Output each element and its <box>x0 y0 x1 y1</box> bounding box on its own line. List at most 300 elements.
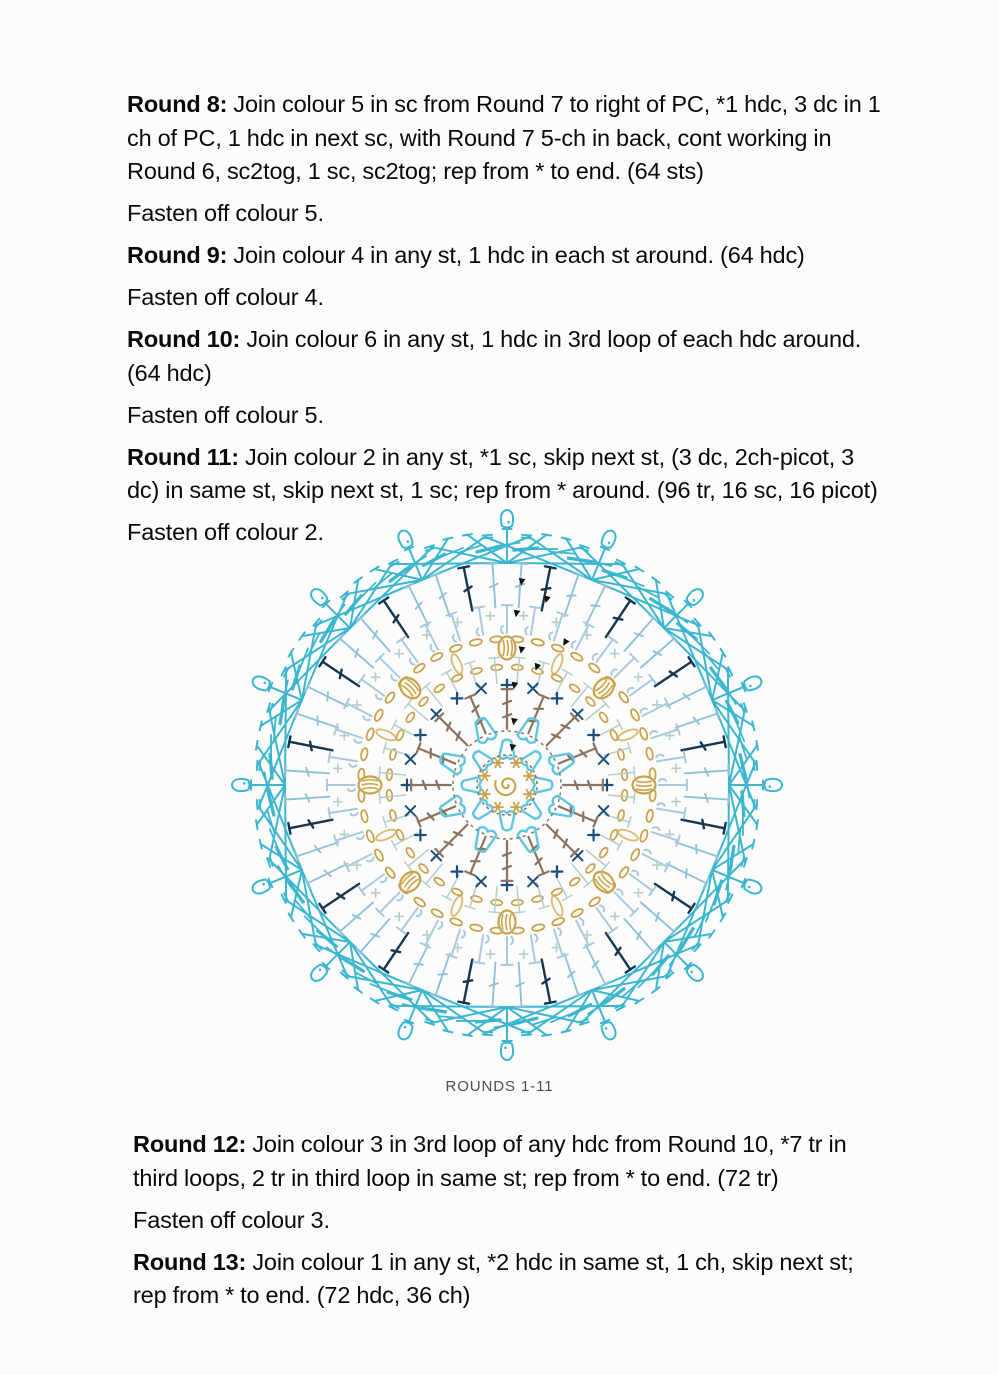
round-4-brown-spokes <box>411 689 603 881</box>
puff-loop <box>470 748 494 772</box>
fan-leg-cap <box>260 840 262 849</box>
instruction-paragraph-5 <box>127 399 882 433</box>
chain-oval <box>373 708 384 722</box>
hdc-curl <box>354 740 361 744</box>
chain-oval <box>395 829 405 842</box>
stitch-cap <box>516 1006 527 1007</box>
popcorn <box>590 868 618 896</box>
star-sym <box>493 758 503 767</box>
fan-leg-cap <box>756 761 757 770</box>
chain-oval <box>609 729 619 742</box>
stitch-cap <box>545 1002 556 1004</box>
fan-leg-cap <box>542 1034 551 1035</box>
sc-x <box>599 754 609 764</box>
stitch-bar <box>591 605 600 606</box>
hdc-curl <box>617 888 624 895</box>
hdc-curl <box>350 813 357 816</box>
hdc-curl <box>600 904 606 911</box>
instruction-paragraph-1 <box>133 1204 885 1238</box>
stitch-cap <box>379 767 380 778</box>
stitch-bar <box>503 714 511 717</box>
round-label: Round 11: <box>127 443 239 470</box>
stitch-stem <box>336 729 363 738</box>
stitch-cap <box>649 886 655 895</box>
hdc-curl <box>390 675 397 682</box>
stitch-cap <box>728 765 729 776</box>
chain-oval <box>491 899 503 906</box>
chain-oval <box>405 711 416 723</box>
hdc-curl <box>363 716 370 721</box>
chain-oval <box>549 895 564 917</box>
stitch-cap <box>617 720 622 730</box>
stitch-stem <box>528 837 543 874</box>
hdc-curl <box>438 922 443 929</box>
picot-path <box>396 529 414 550</box>
stitch-cap <box>487 1006 498 1007</box>
stitch-stem <box>479 935 483 963</box>
picot-loop <box>251 674 272 692</box>
chain-oval <box>617 727 639 742</box>
sc-x <box>599 806 609 816</box>
round-label: Round 8: <box>127 91 228 117</box>
hdc-curl <box>409 659 415 666</box>
stitch-cap <box>392 720 397 730</box>
stitch-stem <box>380 892 400 912</box>
chain-oval <box>618 866 630 880</box>
sc-plus <box>520 950 528 958</box>
sc-plus <box>672 764 680 772</box>
sc-plus <box>371 673 379 681</box>
stitch-bar <box>614 618 622 620</box>
picot-loop <box>765 779 783 791</box>
stitch-stem <box>547 825 575 853</box>
chain-oval <box>621 789 628 801</box>
centre-dashed-arcs <box>453 731 561 839</box>
stitch-cap <box>516 563 527 564</box>
stitch-cap <box>530 606 541 608</box>
fan-leg-cap <box>562 1030 571 1032</box>
picot-dot <box>263 681 266 684</box>
fan-leg-cap <box>260 721 262 730</box>
chain-oval <box>449 653 464 675</box>
chain-oval <box>360 747 368 760</box>
top-instructions-block <box>127 88 882 550</box>
stitch-stem <box>329 757 357 761</box>
hdc-curl <box>417 910 423 917</box>
chain-oval <box>375 727 397 742</box>
stitch-bar <box>686 869 687 878</box>
fan-leg-cap <box>756 741 757 750</box>
hdc-curl <box>381 878 388 884</box>
fan-leg-cap <box>522 1034 531 1035</box>
puff-path <box>533 777 552 792</box>
chain-oval <box>568 683 580 694</box>
stitch-cap <box>285 765 286 776</box>
stitch-bar <box>705 794 708 802</box>
stitch-cap <box>728 794 729 805</box>
stitch-bar <box>575 781 578 789</box>
stitch-stem <box>596 639 612 662</box>
stitch-bar <box>503 853 511 856</box>
hdc-curl <box>462 931 466 938</box>
stitch-stem <box>652 832 679 841</box>
fan-leg-bar <box>669 945 684 966</box>
picot-path <box>232 779 250 791</box>
sc-plus <box>588 730 599 741</box>
chain-oval <box>433 683 445 694</box>
chain-oval <box>413 896 427 908</box>
join-marker <box>510 718 518 726</box>
puff-loop <box>520 798 544 822</box>
hdc-curl <box>656 754 663 757</box>
hdc-curl <box>397 895 404 902</box>
fan-leg-cap <box>483 535 492 536</box>
chain-oval <box>609 829 619 842</box>
hdc-curl <box>525 627 528 634</box>
sc-x <box>476 877 486 887</box>
instruction-paragraph-2 <box>133 1246 885 1313</box>
stitch-stem <box>614 658 634 678</box>
hdc-curl <box>452 635 456 642</box>
round-label: Round 13: <box>133 1248 247 1275</box>
instruction-paragraph-0 <box>127 88 882 189</box>
hdc-curl <box>580 918 585 925</box>
picot-dot <box>403 1025 406 1028</box>
hdc-curl <box>659 779 666 781</box>
stitch-bar <box>516 584 524 587</box>
hdc-curl <box>501 626 503 633</box>
stitch-cap <box>684 752 686 763</box>
instruction-text: Fasten off colour 4. <box>127 284 324 310</box>
fan-leg-cap <box>522 538 531 539</box>
sc-plus <box>519 612 527 620</box>
fan-leg-cap <box>256 741 257 750</box>
picot-loop <box>396 529 414 550</box>
chain-oval <box>630 848 641 862</box>
chain-oval <box>585 696 597 708</box>
puff-loop <box>520 748 544 772</box>
chain-oval <box>598 711 609 723</box>
stitch-cap <box>724 823 726 834</box>
stitch-cap <box>285 794 286 805</box>
stitch-cap <box>563 895 573 900</box>
stitch-cap <box>608 927 617 933</box>
picot-dot <box>769 785 772 788</box>
stitch-bar <box>503 866 511 869</box>
fan-leg-bar <box>330 605 345 626</box>
stitch-cap <box>397 927 406 933</box>
instruction-text: Join colour 3 in 3rd loop of any hdc from Round 10, *7 tr in third loops, 2 tr in third loop in same st; rep from * to end. (72 tr) <box>133 1131 847 1191</box>
puff-path <box>520 748 544 772</box>
hdc-curl <box>429 645 434 652</box>
hdc-curl <box>610 668 617 675</box>
chain-oval <box>549 653 564 675</box>
stitch-cap <box>545 566 556 568</box>
stitch-cap <box>474 606 485 608</box>
picot-dot <box>607 541 610 544</box>
hdc-curl <box>357 836 364 840</box>
stitch-cap <box>328 752 330 763</box>
stitch-stem <box>401 908 417 931</box>
stitch-cap <box>489 657 500 658</box>
picot-dot <box>504 1047 507 1050</box>
picot-path <box>600 529 618 550</box>
stitch-bar <box>672 892 674 900</box>
stitch-stem <box>329 809 357 813</box>
chain-oval <box>469 923 482 931</box>
stitch-stem <box>559 806 596 821</box>
puff-path <box>462 777 481 792</box>
fan-leg-cap <box>754 761 755 770</box>
stitch-bar <box>542 588 550 590</box>
picot-path <box>501 510 513 528</box>
chain-oval <box>551 673 564 683</box>
fan-leg-cap <box>522 535 531 536</box>
sc-plus <box>334 764 342 772</box>
stitch-bar <box>355 649 358 657</box>
chain-oval <box>395 729 405 742</box>
puff-path <box>499 811 514 830</box>
fan-leg-cap <box>443 538 452 540</box>
stitch-bar <box>464 980 472 982</box>
chain-oval <box>449 895 464 917</box>
fan-leg-cap <box>260 800 261 809</box>
stitch-stem <box>657 809 685 813</box>
sc-x <box>476 684 486 694</box>
diagram-caption: ROUNDS 1-11 <box>445 1078 554 1095</box>
chain-oval <box>639 727 649 741</box>
picot-path <box>743 674 764 692</box>
instruction-paragraph-6 <box>127 441 882 508</box>
chain-oval <box>360 810 369 823</box>
stitch-bar <box>414 964 423 965</box>
stitch-cap <box>608 636 617 642</box>
stitch-stem <box>547 717 575 745</box>
stitch-bar <box>371 934 379 937</box>
stitch-bar <box>702 820 704 828</box>
hdc-curl <box>349 764 356 767</box>
instruction-text: Join colour 1 in any st, *2 hdc in same st, 1 ch, skip next st; rep from * to end. (72 hdc, 36 ch) <box>133 1248 854 1308</box>
sc-plus <box>486 950 494 958</box>
sc-plus <box>334 798 342 806</box>
stitch-stem <box>380 658 400 678</box>
popcorn-outline <box>396 868 424 896</box>
picot-dot <box>604 1027 607 1030</box>
chain-oval <box>451 673 464 683</box>
fan-leg-cap <box>756 820 757 829</box>
chain-oval <box>570 907 584 918</box>
instruction-text: Fasten off colour 2. <box>127 519 324 545</box>
stitch-stem <box>614 892 634 912</box>
chain-oval <box>375 827 397 842</box>
stitch-cap <box>684 808 686 819</box>
round-11-picot-fans <box>232 510 782 1060</box>
instruction-text: Join colour 6 in any st, 1 hdc in 3rd loop of each hdc around. (64 hdc) <box>127 326 862 386</box>
stitch-bar <box>423 781 426 789</box>
chain-oval <box>384 691 396 705</box>
instruction-text: Fasten off colour 3. <box>133 1206 330 1233</box>
stitch-stem <box>418 806 455 821</box>
hdc-curl <box>644 849 651 854</box>
fan-leg-cap <box>483 1034 492 1035</box>
sc-plus <box>486 612 494 620</box>
round-label: Round 10: <box>127 326 241 352</box>
stitch-stem <box>531 607 535 635</box>
fan-leg-cap <box>752 721 754 730</box>
stitch-cap <box>442 895 452 900</box>
stitch-stem <box>528 696 543 733</box>
fan-leg-bar <box>667 608 688 623</box>
stitch-bar <box>340 670 342 678</box>
stitch-cap <box>617 840 622 850</box>
chain-oval <box>418 863 430 875</box>
sc-plus <box>395 649 403 657</box>
picot-dot <box>747 885 750 888</box>
fan-leg-cap <box>257 800 258 809</box>
picot-dot <box>507 521 510 524</box>
picot-dot <box>692 598 696 602</box>
crochet-chart-diagram <box>227 503 787 1068</box>
instruction-text: Fasten off colour 5. <box>127 401 324 428</box>
sc-plus <box>611 912 619 920</box>
sc-plus <box>452 693 463 704</box>
chain-oval <box>588 662 602 674</box>
fan-leg-bar <box>327 947 348 962</box>
hdc-curl <box>653 826 660 830</box>
chain-oval <box>430 908 444 919</box>
sc-plus <box>395 912 403 920</box>
hdc-curl <box>535 934 538 941</box>
picot-path <box>501 1043 513 1061</box>
stitch-cap <box>442 670 452 675</box>
popcorn <box>590 674 618 702</box>
chain-oval <box>430 651 444 662</box>
stitch-cap <box>514 912 525 913</box>
sc-plus <box>611 649 619 657</box>
stitch-bar <box>392 950 400 952</box>
stitch-stem <box>630 874 653 890</box>
stitch-stem <box>559 748 596 763</box>
chain-oval <box>418 696 430 708</box>
picot-dot <box>320 596 324 600</box>
sc-plus <box>634 889 642 897</box>
round-label: Round 9: <box>127 242 228 268</box>
hdc-curl <box>367 858 374 863</box>
instruction-text: Fasten off colour 5. <box>127 200 324 226</box>
hdc-curl <box>650 730 657 734</box>
picot-path <box>251 878 272 896</box>
stitch-stem <box>531 935 535 963</box>
chain-oval <box>551 887 564 897</box>
chain-oval <box>365 727 375 741</box>
hdc-curl <box>348 789 355 791</box>
stitch-stem <box>418 748 455 763</box>
picot-dot <box>690 970 694 974</box>
chain-oval <box>629 708 640 722</box>
instruction-paragraph-2 <box>127 239 882 273</box>
popcorn <box>633 777 656 794</box>
stitch-stem <box>361 679 384 695</box>
picot-loop <box>501 510 513 528</box>
round-2-puff-loops <box>462 740 553 831</box>
sc-plus <box>452 866 463 877</box>
chain-oval <box>585 863 597 875</box>
popcorn <box>396 868 424 896</box>
stitch-bar <box>588 781 591 789</box>
stitch-cap <box>649 675 655 684</box>
hdc-curl <box>571 641 576 648</box>
instruction-text: Join colour 4 in any st, 1 hdc in each st around. (64 hdc) <box>227 242 805 268</box>
sc-x <box>528 684 538 694</box>
stitch-stem <box>479 607 483 635</box>
star-sym <box>493 803 503 812</box>
hdc-curl <box>511 937 513 944</box>
chain-oval <box>373 848 384 862</box>
popcorn-outline <box>590 674 618 702</box>
stitch-cap <box>458 566 469 568</box>
stitch-cap <box>379 792 380 803</box>
puff-path <box>470 748 494 772</box>
instruction-text: Join colour 5 in sc from Round 7 to right of PC, *1 hdc, 3 dc in 1 ch of PC, 1 hdc in next sc, with Round 7 5-ch in back, cont working in Round 6, sc2tog, 1 sc, sc2tog; rep from * to end. (64 sts) <box>127 91 881 184</box>
popcorn-outline <box>590 868 618 896</box>
puff-loop <box>462 777 481 792</box>
stitch-cap <box>530 962 541 964</box>
sc-x <box>406 806 416 816</box>
instruction-paragraph-3 <box>127 281 882 315</box>
stitch-stem <box>470 837 485 874</box>
chain-oval <box>511 664 523 671</box>
picot-dot <box>749 684 752 687</box>
picot-path <box>765 779 783 791</box>
stitch-cap <box>474 962 485 964</box>
sc-plus <box>672 797 680 805</box>
stitch-bar <box>656 913 659 921</box>
hdc-curl <box>658 803 665 806</box>
chain-oval <box>568 876 580 887</box>
star-sym <box>511 758 521 767</box>
stitch-stem <box>657 757 685 761</box>
hdc-curl <box>626 687 633 693</box>
picot-loop <box>396 1021 414 1042</box>
stitch-bar <box>490 983 498 986</box>
spiral-path <box>495 778 515 795</box>
chain-oval <box>645 747 654 760</box>
picot-dot <box>243 782 246 785</box>
fan-leg-cap <box>257 761 258 770</box>
picot-loop <box>743 674 764 692</box>
fan-leg-cap <box>463 534 472 535</box>
picot-dot <box>262 882 265 885</box>
hdc-curl <box>548 632 552 639</box>
join-marker <box>512 610 520 618</box>
magic-ring-spiral <box>495 778 515 795</box>
stitch-bar <box>306 768 309 776</box>
chain-oval <box>531 638 544 646</box>
stitch-cap <box>358 675 364 684</box>
stitch-cap <box>634 792 635 803</box>
instruction-paragraph-4 <box>127 323 882 390</box>
stitch-cap <box>489 912 500 913</box>
stitch-cap <box>288 736 290 747</box>
fan-leg-cap <box>443 1030 452 1032</box>
hdc-curl <box>591 653 597 660</box>
sc-plus <box>588 830 599 841</box>
sc-plus <box>371 889 379 897</box>
chain-oval <box>491 664 503 671</box>
stitch-bar <box>327 692 328 701</box>
chain-oval <box>469 638 482 647</box>
sc-plus <box>552 866 563 877</box>
